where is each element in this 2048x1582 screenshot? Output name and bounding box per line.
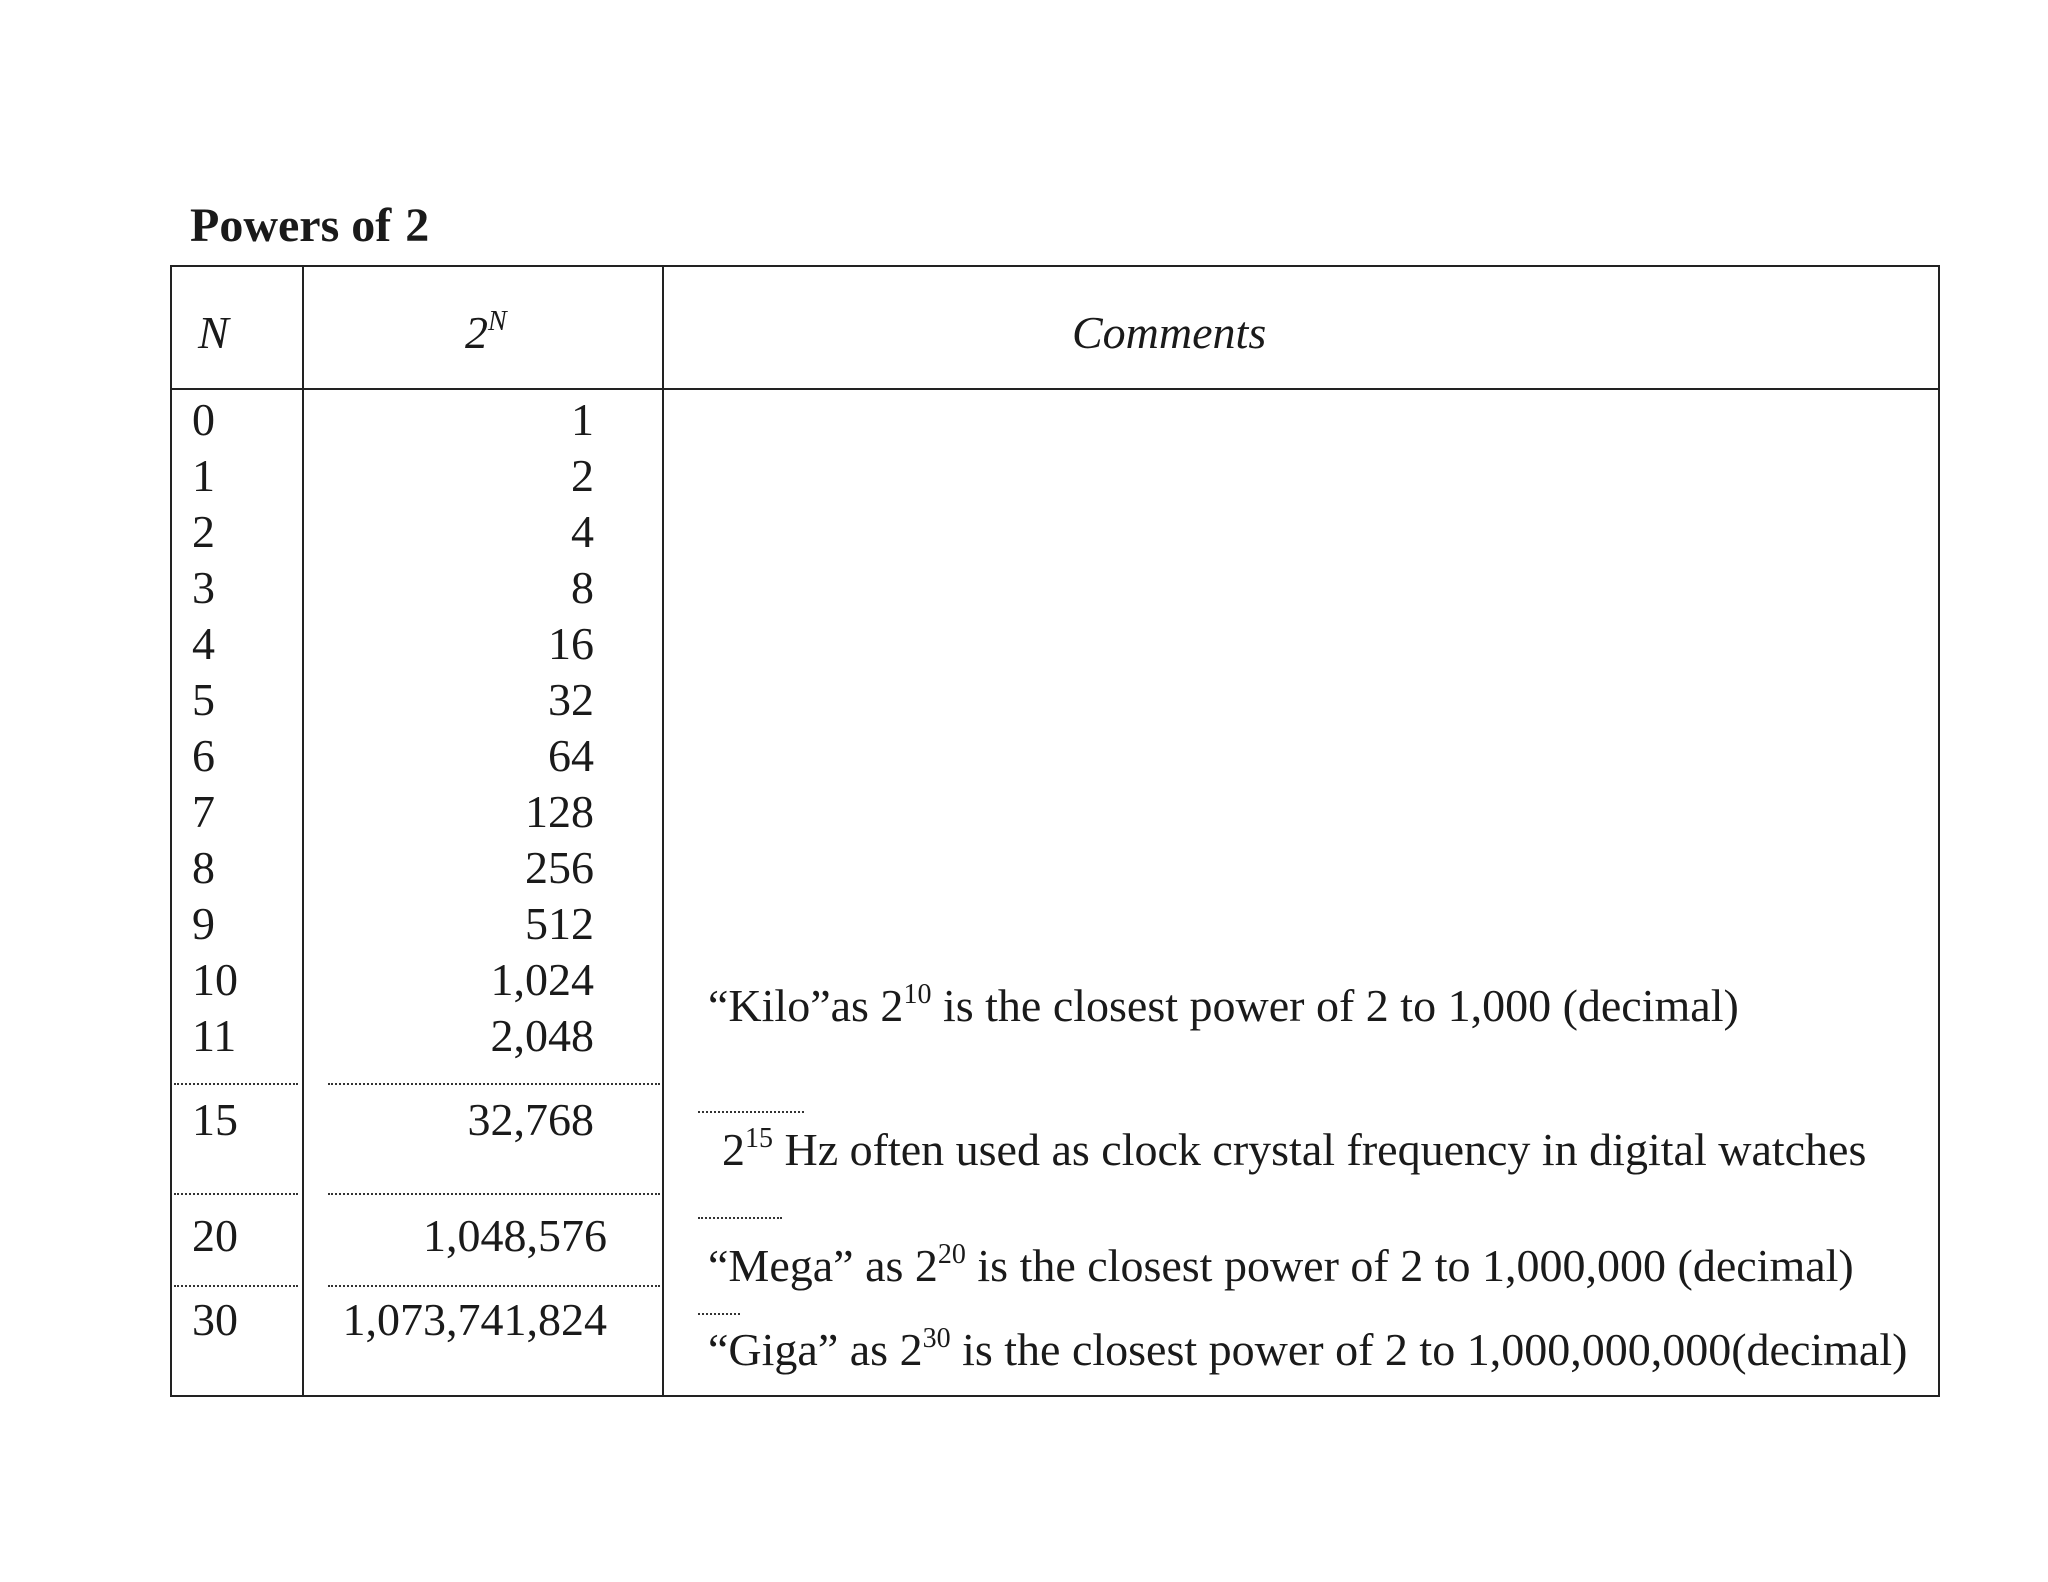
cell-n: 5	[192, 674, 215, 725]
column-divider-power	[662, 265, 664, 1397]
comment-exponent: 15	[745, 1123, 773, 1154]
comment-mega	[708, 1238, 1854, 1294]
header-power	[465, 305, 507, 361]
comment-text: is the closest power of 2 to 1,000,000,000(decimal)	[950, 1324, 1908, 1375]
cell-power: 1,024	[490, 954, 594, 1005]
comment-giga	[708, 1322, 1907, 1378]
cell-power: 64	[548, 730, 594, 781]
cell-power: 256	[525, 842, 594, 893]
cell-power: 2,048	[490, 1010, 594, 1061]
comment-text: “Kilo”as 2	[708, 980, 904, 1031]
row-separator	[698, 1313, 740, 1315]
row-separator	[698, 1217, 782, 1219]
comment-exponent: 30	[922, 1323, 951, 1354]
cell-n: 6	[192, 730, 215, 781]
cell-power: 32	[548, 674, 594, 725]
cell-power: 1	[571, 394, 594, 445]
header-power-exponent: N	[488, 306, 507, 337]
row-separator	[328, 1083, 660, 1085]
cell-power: 4	[571, 506, 594, 557]
cell-n: 4	[192, 618, 215, 669]
comment-text: Hz often used as clock crystal frequency in digital watches	[773, 1124, 1867, 1175]
cell-n: 3	[192, 562, 215, 613]
row-separator	[328, 1285, 660, 1287]
cell-power: 1,073,741,824	[342, 1294, 607, 1345]
comment-clock	[722, 1122, 1866, 1178]
comment-text: “Mega” as 2	[708, 1240, 938, 1291]
comment-text: is the closest power of 2 to 1,000 (decimal)	[931, 980, 1739, 1031]
comment-kilo	[708, 978, 1739, 1034]
title-text: Powers of	[190, 199, 392, 252]
cell-n: 1	[192, 450, 215, 501]
cell-n: 9	[192, 898, 215, 949]
row-separator	[174, 1285, 298, 1287]
row-separator	[328, 1193, 660, 1195]
cell-power: 16	[548, 618, 594, 669]
cell-n: 30	[192, 1294, 238, 1345]
row-separator	[174, 1083, 298, 1085]
cell-power: 32,768	[467, 1094, 594, 1145]
cell-power: 512	[525, 898, 594, 949]
cell-n: 2	[192, 506, 215, 557]
comment-exponent: 10	[903, 979, 932, 1010]
header-comments: Comments	[1072, 307, 1267, 358]
comment-exponent: 20	[937, 1239, 966, 1270]
cell-n: 0	[192, 394, 215, 445]
cell-power: 128	[525, 786, 594, 837]
column-divider-n	[302, 265, 304, 1397]
cell-n: 7	[192, 786, 215, 837]
header-n: N	[198, 307, 229, 358]
header-power-base: 2	[465, 307, 488, 358]
comment-text: “Giga” as 2	[708, 1324, 923, 1375]
cell-power: 1,048,576	[423, 1210, 607, 1261]
cell-n: 15	[192, 1094, 238, 1145]
cell-power: 8	[571, 562, 594, 613]
header-divider	[170, 388, 1940, 390]
cell-n: 10	[192, 954, 238, 1005]
comment-text: 2	[722, 1124, 745, 1175]
cell-n: 20	[192, 1210, 238, 1261]
cell-n: 8	[192, 842, 215, 893]
page-title	[190, 198, 429, 254]
comment-text: is the closest power of 2 to 1,000,000 (decimal)	[965, 1240, 1854, 1291]
cell-n: 11	[192, 1010, 237, 1061]
row-separator	[174, 1193, 298, 1195]
row-separator	[698, 1111, 804, 1113]
title-number: 2	[405, 199, 430, 252]
cell-power: 2	[571, 450, 594, 501]
